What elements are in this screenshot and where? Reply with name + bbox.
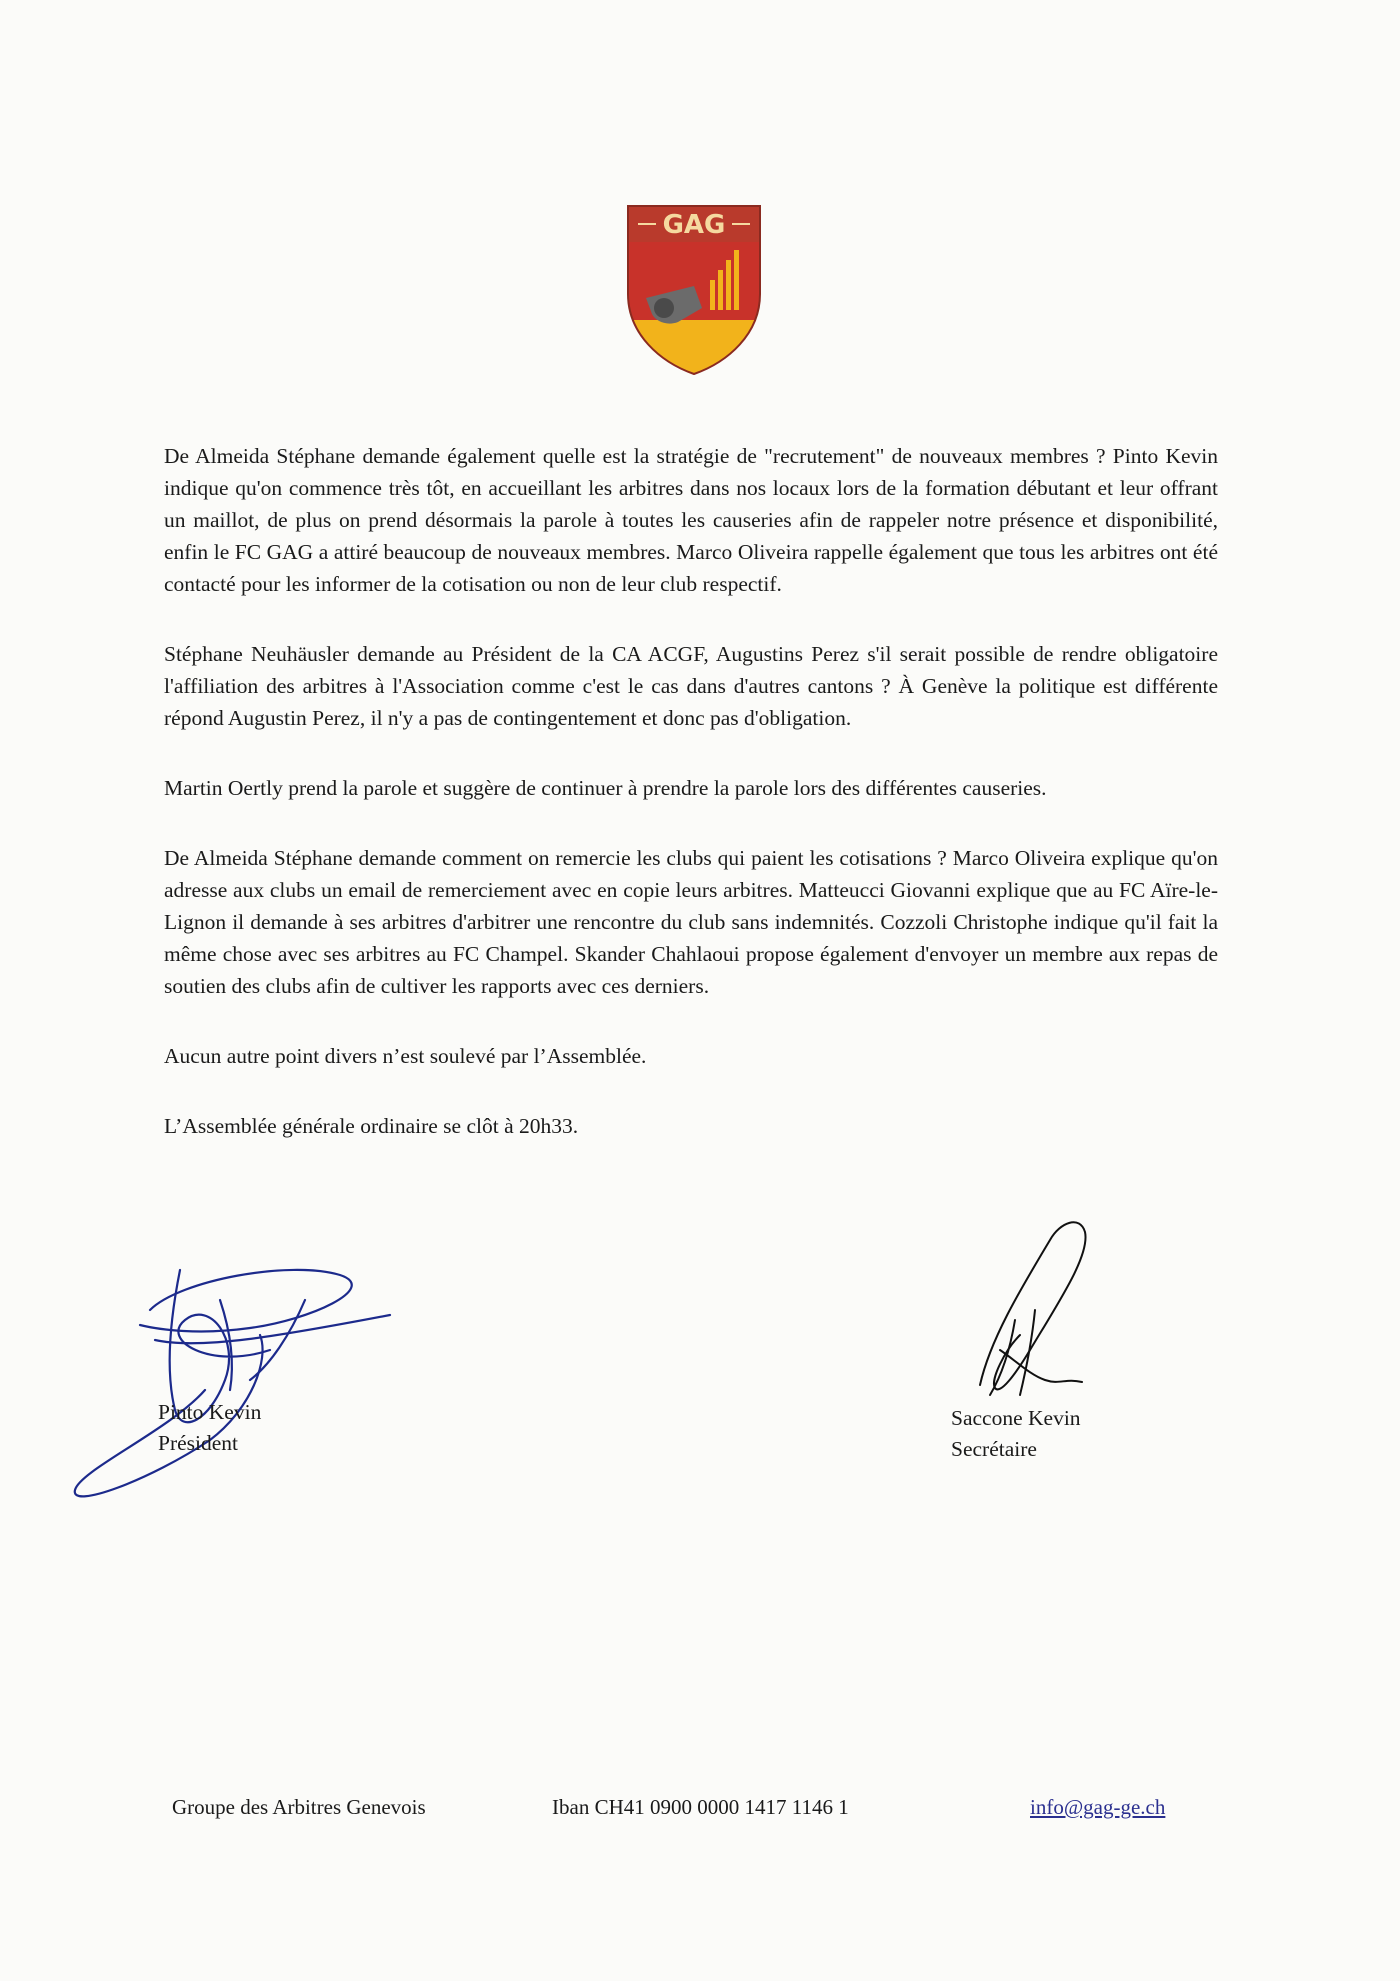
paragraph-club-thanks: De Almeida Stéphane demande comment on remercie les clubs qui paient les cotisations ? Marco Oliveira explique qu'on adresse aux clubs un email de remerciement avec en copie leurs arbitres. Matteucci Giovanni explique que au FC Aïre-le-Lignon il demande à ses arbitres d'arbitrer une rencontre du club sans indemnités. Cozzoli Christophe indique qu'il fait la même chose avec ses arbitres au FC Champel. Skander Chahlaoui propose également d'envoyer un membre aux repas de soutien des clubs afin de cultiver les rapports avec ces derniers.: [164, 846, 1218, 998]
footer-email-link[interactable]: info@gag-ge.ch: [1030, 1795, 1166, 1819]
footer-organization: Groupe des Arbitres Genevois: [172, 1795, 426, 1819]
minutes-body: [164, 440, 1218, 1180]
svg-text:GAG: GAG: [662, 210, 726, 240]
paragraph-closing: L’Assemblée générale ordinaire se clôt à 20h33.: [164, 1114, 579, 1138]
president-signature: [60, 1240, 400, 1510]
president-role: Président: [158, 1431, 239, 1455]
footer-iban: Iban CH41 0900 0000 1417 1146 1: [552, 1795, 849, 1819]
secretary-name: Saccone Kevin: [951, 1406, 1081, 1430]
signature-block-secretary: [951, 1403, 1081, 1465]
paragraph-recruitment: De Almeida Stéphane demande également quelle est la stratégie de "recrutement" de nouveaux membres ? Pinto Kevin indique qu'on commence très tôt, en accueillant les arbitres dans nos locaux lors de la formation débutant et leur offrant un maillot, de plus on prend désormais la parole à toutes les causeries afin de rappeler notre présence et disponibilité, enfin le FC GAG a attiré beaucoup de nouveaux membres. Marco Oliveira rappelle également que tous les arbitres ont été contacté pour les informer de la cotisation ou non de leur club respectif.: [164, 444, 1218, 596]
secretary-signature: [960, 1210, 1100, 1410]
paragraph-causeries: Martin Oertly prend la parole et suggère de continuer à prendre la parole lors des différentes causeries.: [164, 776, 1047, 800]
signature-block-president: [158, 1397, 261, 1459]
paragraph-no-other-points: Aucun autre point divers n’est soulevé par l’Assemblée.: [164, 1044, 647, 1068]
paragraph-affiliation: Stéphane Neuhäusler demande au Président de la CA ACGF, Augustins Perez s'il serait possible de rendre obligatoire l'affiliation des arbitres à l'Association comme c'est le cas dans d'autres cantons ? À Genève la politique est différente répond Augustin Perez, il n'y a pas de contingentement et donc pas d'obligation.: [164, 642, 1218, 730]
gag-logo: [624, 202, 764, 378]
secretary-role: Secrétaire: [951, 1437, 1037, 1461]
president-name: Pinto Kevin: [158, 1400, 262, 1424]
